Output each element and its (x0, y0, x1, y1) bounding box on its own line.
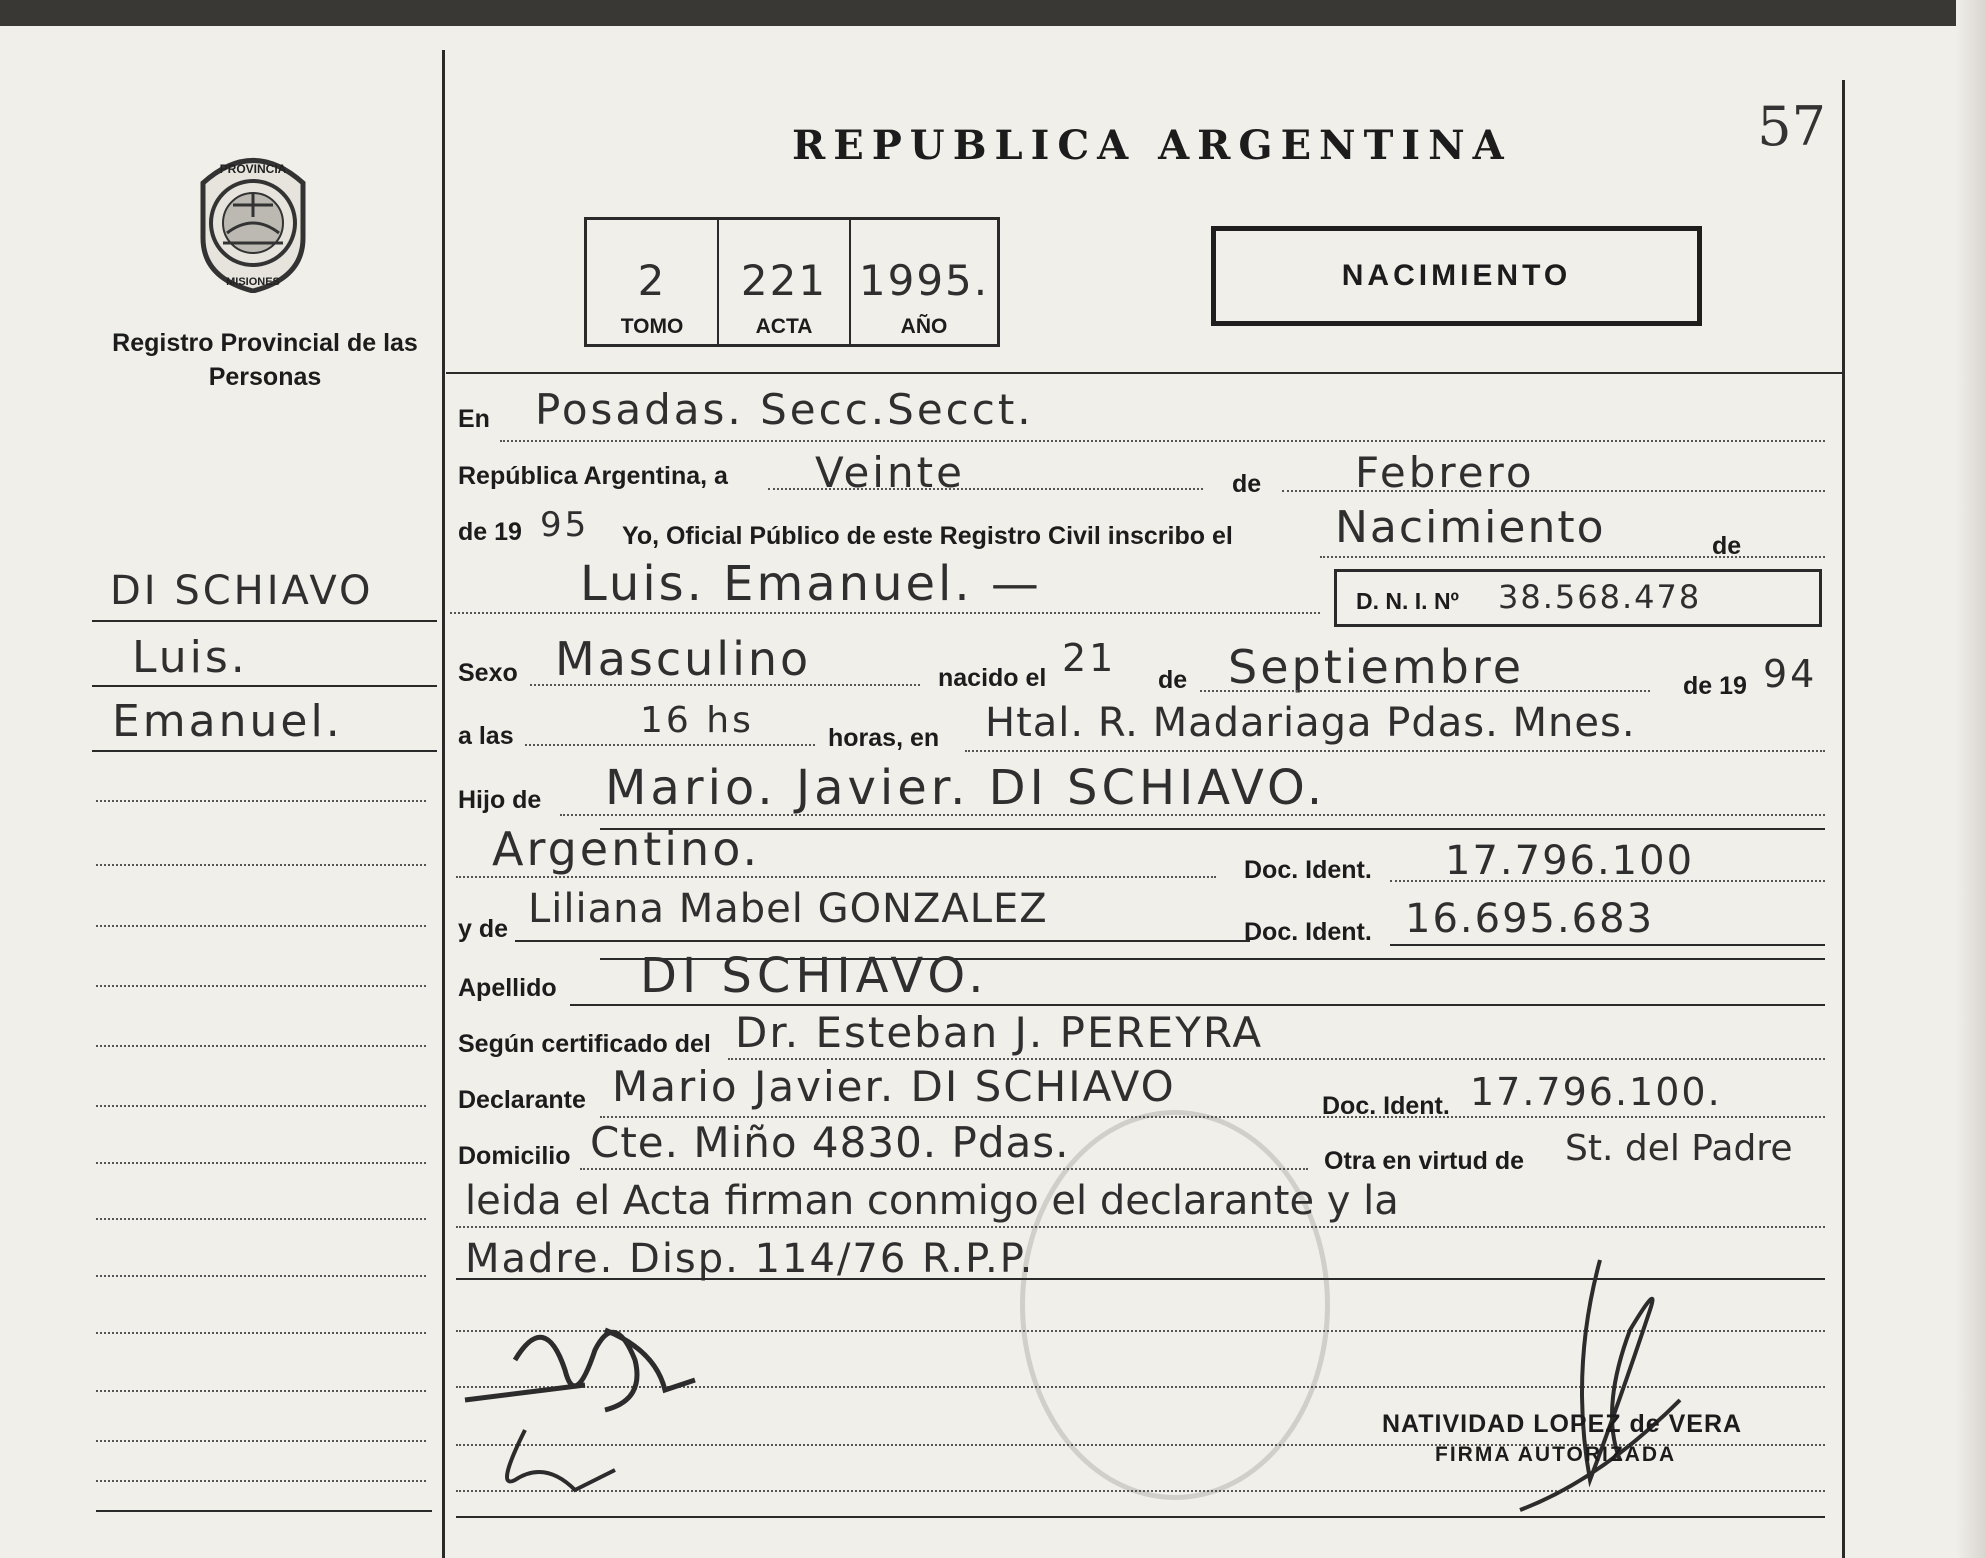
sexo-label: Sexo (458, 659, 518, 687)
top-rule (446, 372, 1842, 374)
en-line (500, 440, 1825, 442)
name-line (450, 612, 1320, 614)
lugar-line (965, 750, 1825, 752)
alas-label: a las (458, 722, 514, 750)
official-signature-icon (1480, 1250, 1740, 1530)
madre-value: Liliana Mabel GONZALEZ (528, 886, 1048, 932)
tomo-value: 2 (637, 256, 667, 305)
doc-ident-label: Doc. Ident. (1244, 856, 1372, 884)
tomo-label: TOMO (620, 315, 684, 338)
margin-line (96, 1390, 426, 1392)
margin-line (92, 750, 437, 752)
birth-year-label: de 19 (1683, 672, 1747, 700)
page-title: REPUBLICA ARGENTINA (792, 122, 1512, 169)
sexo-value: Masculino (555, 632, 812, 686)
acta-value: 221 (740, 256, 828, 305)
nacido-day-value: 21 (1062, 636, 1117, 680)
birth-month-value: Septiembre (1228, 640, 1525, 694)
margin-line (96, 925, 426, 927)
month-value: Febrero (1355, 448, 1535, 497)
margin-surname: DI SCHIAVO (110, 568, 374, 614)
inscribo-value: Nacimiento (1335, 502, 1606, 553)
year-prefix-label: de 19 (458, 518, 522, 546)
margin-line (96, 1045, 426, 1047)
declarante-value: Mario Javier. DI SCHIAVO (612, 1062, 1176, 1111)
margin-line (96, 800, 426, 802)
declarante-doc-label: Doc. Ident. (1322, 1092, 1450, 1120)
padre-doc-value: 17.796.100 (1445, 838, 1695, 884)
birth-year-suffix: 94 (1763, 652, 1818, 696)
birth-month-line (1200, 690, 1650, 692)
republica-label: República Argentina, a (458, 462, 728, 490)
margin-second-name: Emanuel. (112, 696, 343, 747)
hora-value: 16 hs (640, 700, 754, 741)
official-stamp-icon (1020, 1110, 1330, 1500)
scan-top-edge (0, 0, 1986, 26)
child-name-value: Luis. Emanuel. — (580, 556, 1042, 612)
margin-line (96, 1510, 432, 1512)
margin-line (96, 1162, 426, 1164)
de-label-3: de (1158, 666, 1188, 694)
segun-label: Según certificado del (458, 1030, 711, 1058)
domicilio-label: Domicilio (458, 1142, 571, 1170)
margin-line (96, 1480, 426, 1482)
official-name: NATIVIDAD LOPEZ de VERA (1382, 1410, 1743, 1438)
nacido-label: nacido el (938, 664, 1047, 692)
margin-line (96, 1332, 426, 1334)
official-title: FIRMA AUTORIZADA (1435, 1443, 1677, 1466)
margin-line (92, 685, 437, 687)
acta-label: ACTA (755, 315, 813, 338)
margin-line (96, 1275, 426, 1277)
otra-label: Otra en virtud de (1324, 1147, 1525, 1175)
observation-line-1: leida el Acta firman conmigo el declarante y la (465, 1178, 1399, 1224)
certificado-value: Dr. Esteban J. PEREYRA (735, 1008, 1264, 1057)
certificado-line (728, 1058, 1825, 1060)
inscribo-line (1320, 556, 1825, 558)
day-value: Veinte (815, 448, 965, 497)
dni-label: D. N. I. Nº (1356, 588, 1459, 614)
registry-name: Registro Provincial de las Personas (112, 329, 418, 391)
padre-value: Mario. Javier. DI SCHIAVO. (605, 760, 1327, 816)
declarante-doc-value: 17.796.100. (1470, 1070, 1722, 1114)
nacionalidad-value: Argentino. (492, 822, 761, 876)
doc-ident-label-2: Doc. Ident. (1244, 918, 1372, 946)
otra-value: St. del Padre (1565, 1128, 1793, 1169)
page-right-edge (1956, 0, 1986, 1558)
hijo-label: Hijo de (458, 786, 542, 814)
observation-line-2: Madre. Disp. 114/76 R.P.P. (465, 1236, 1035, 1282)
margin-line (96, 864, 426, 866)
margin-first-name: Luis. (132, 632, 248, 683)
en-value: Posadas. Secc.Secct. (535, 385, 1034, 434)
acta-cell (719, 220, 851, 344)
record-type-box: NACIMIENTO (1211, 226, 1702, 326)
month-line (1282, 490, 1825, 492)
sexo-line (530, 684, 920, 686)
declarant-signature-icon (455, 1290, 735, 1510)
lugar-value: Htal. R. Madariaga Pdas. Mnes. (985, 700, 1636, 746)
oficial-text: Yo, Oficial Público de este Registro Civil inscribo el (622, 522, 1233, 550)
tomo-cell (587, 220, 719, 344)
padre-line (560, 814, 1825, 816)
right-border (1842, 80, 1845, 1558)
domicilio-value: Cte. Miño 4830. Pdas. (590, 1118, 1070, 1167)
horas-label: horas, en (828, 724, 940, 752)
reference-box (584, 217, 1000, 347)
padre-doc-line (1390, 880, 1825, 882)
margin-line (92, 620, 437, 622)
apellido-value: DI SCHIAVO. (640, 948, 989, 1004)
madre-doc-line (1390, 944, 1825, 946)
madre-line (515, 940, 1250, 942)
day-line (768, 488, 1203, 490)
apellido-label: Apellido (458, 974, 557, 1002)
margin-line (96, 1105, 426, 1107)
margin-line (96, 1218, 426, 1220)
yde-label: y de (458, 915, 509, 943)
en-label: En (458, 405, 490, 433)
margin-divider (442, 50, 445, 1558)
apellido-line (570, 1004, 1825, 1006)
hora-line (525, 744, 815, 746)
seal-text-top: PROVINCIA (219, 162, 287, 176)
de-label-2: de (1712, 532, 1742, 560)
madre-doc-value: 16.695.683 (1405, 896, 1655, 942)
nacionalidad-line (456, 876, 1216, 878)
anio-label: AÑO (900, 315, 948, 338)
anio-value: 1995. (858, 256, 990, 305)
margin-line (96, 985, 426, 987)
year-suffix-value: 95 (540, 505, 590, 545)
dni-value: 38.568.478 (1498, 578, 1702, 616)
anio-cell (851, 220, 997, 344)
de-label: de (1232, 470, 1262, 498)
margin-line (96, 1440, 426, 1442)
provincial-seal-icon (183, 143, 323, 293)
padre-underline (600, 828, 1825, 830)
declarante-label: Declarante (458, 1086, 586, 1114)
page-number: 57 (1757, 95, 1826, 158)
seal-text-bottom: MISIONES (226, 276, 280, 288)
